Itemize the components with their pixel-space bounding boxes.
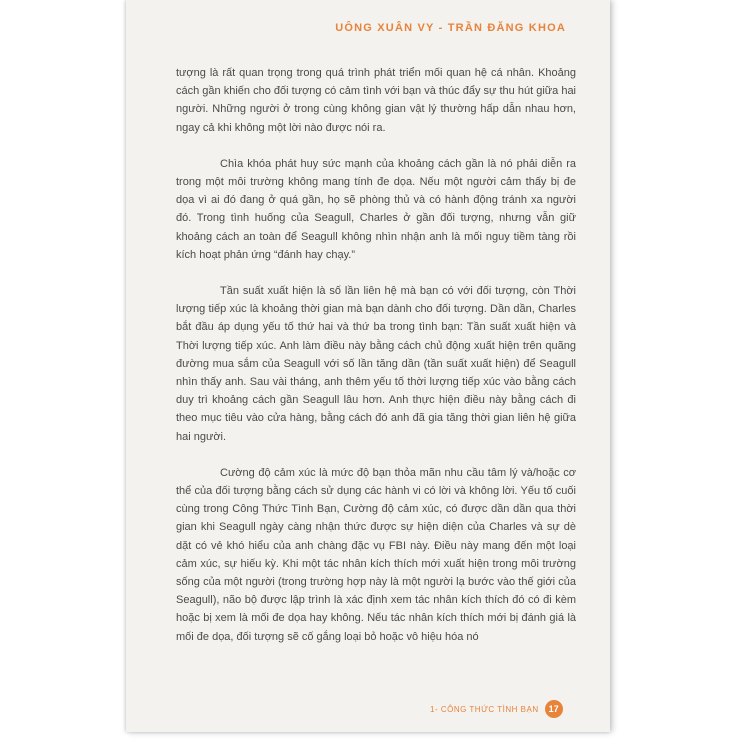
paragraph-4: Cường độ cảm xúc là mức độ bạn thỏa mãn nhu cầu tâm lý và/hoặc cơ thể của đối tượng bằng cách sử dụng các hành vi có lời và không lời. Yếu tố cuối cùng trong Công Thức Tình Bạn, Cường độ cảm xúc, có được dần dần qua thời gian khi Seagull ngày càng nhận thức được sự hiện diện của Charles và sự dè dặt có vẻ khó hiểu của anh chàng đặc vụ FBI này. Điều này mang đến một loại cảm xúc, sự hiếu kỳ. Khi một tác nhân kích thích mới xuất hiện trong môi trường sống của một người (trong trường hợp này là một người lạ bước vào thế giới của Seagull), não bộ được lập trình là xác định xem tác nhân kích thích đó có đi kèm hoặc bị xem là mối đe dọa hay không. Nếu tác nhân kích thích mới bị đánh giá là mối đe dọa, đối tượng sẽ cố gắng loại bỏ hoặc vô hiệu hóa nó [176,466,576,643]
paragraph-2: Chìa khóa phát huy sức mạnh của khoảng cách gần là nó phải diễn ra trong một môi trường không mang tính đe dọa. Nếu một người cảm thấy bị đe dọa vì ai đó đang ở quá gần, họ sẽ phòng thủ và có hành động tránh xa người đó. Trong tình huống của Seagull, Charles ở gần đối tượng, nhưng vẫn giữ khoảng cách an toàn để Seagull không nhìn nhận anh là mối nguy tiềm tàng rồi kích hoạt phản ứng “đánh hay chạy.” [176,157,576,261]
book-page [126,0,610,732]
page-number: 17 [545,700,563,718]
page-body [176,64,576,646]
running-header: UÔNG XUÂN VY - TRẦN ĐĂNG KHOA [335,22,566,34]
paragraph-1: tượng là rất quan trọng trong quá trình phát triển mối quan hệ cá nhân. Khoảng cách gần khiến cho đối tượng có cảm tình với bạn và thúc đẩy sự thu hút giữa hai người. Những người ở trong cùng không gian vật lý thường hấp dẫn nhau hơn, ngay cả khi không một lời nào được nói ra. [176,67,576,134]
page-footer [430,700,563,718]
section-label: 1- CÔNG THỨC TÌNH BẠN [430,704,539,714]
paragraph-3: Tần suất xuất hiện là số lần liên hệ mà bạn có với đối tượng, còn Thời lượng tiếp xúc là khoảng thời gian mà bạn dành cho đối tượng. Dần dần, Charles bắt đầu áp dụng yếu tố thứ hai và thứ ba trong tình bạn: Tần suất xuất hiện và Thời lượng tiếp xúc. Anh làm điều này bằng cách chủ động xuất hiện trên quãng đường mua sắm của Seagull với số lần tăng dần (tần suất xuất hiện) để Seagull nhìn thấy anh. Sau vài tháng, anh thêm yếu tố thời lượng tiếp xúc vào bằng cách duy trì khoảng cách gần Seagull lâu hơn. Anh thực hiện điều này bằng cách đi theo mục tiêu vào cửa hàng, bằng cách đó anh đã gia tăng thời gian liên hệ giữa hai người. [176,285,576,443]
